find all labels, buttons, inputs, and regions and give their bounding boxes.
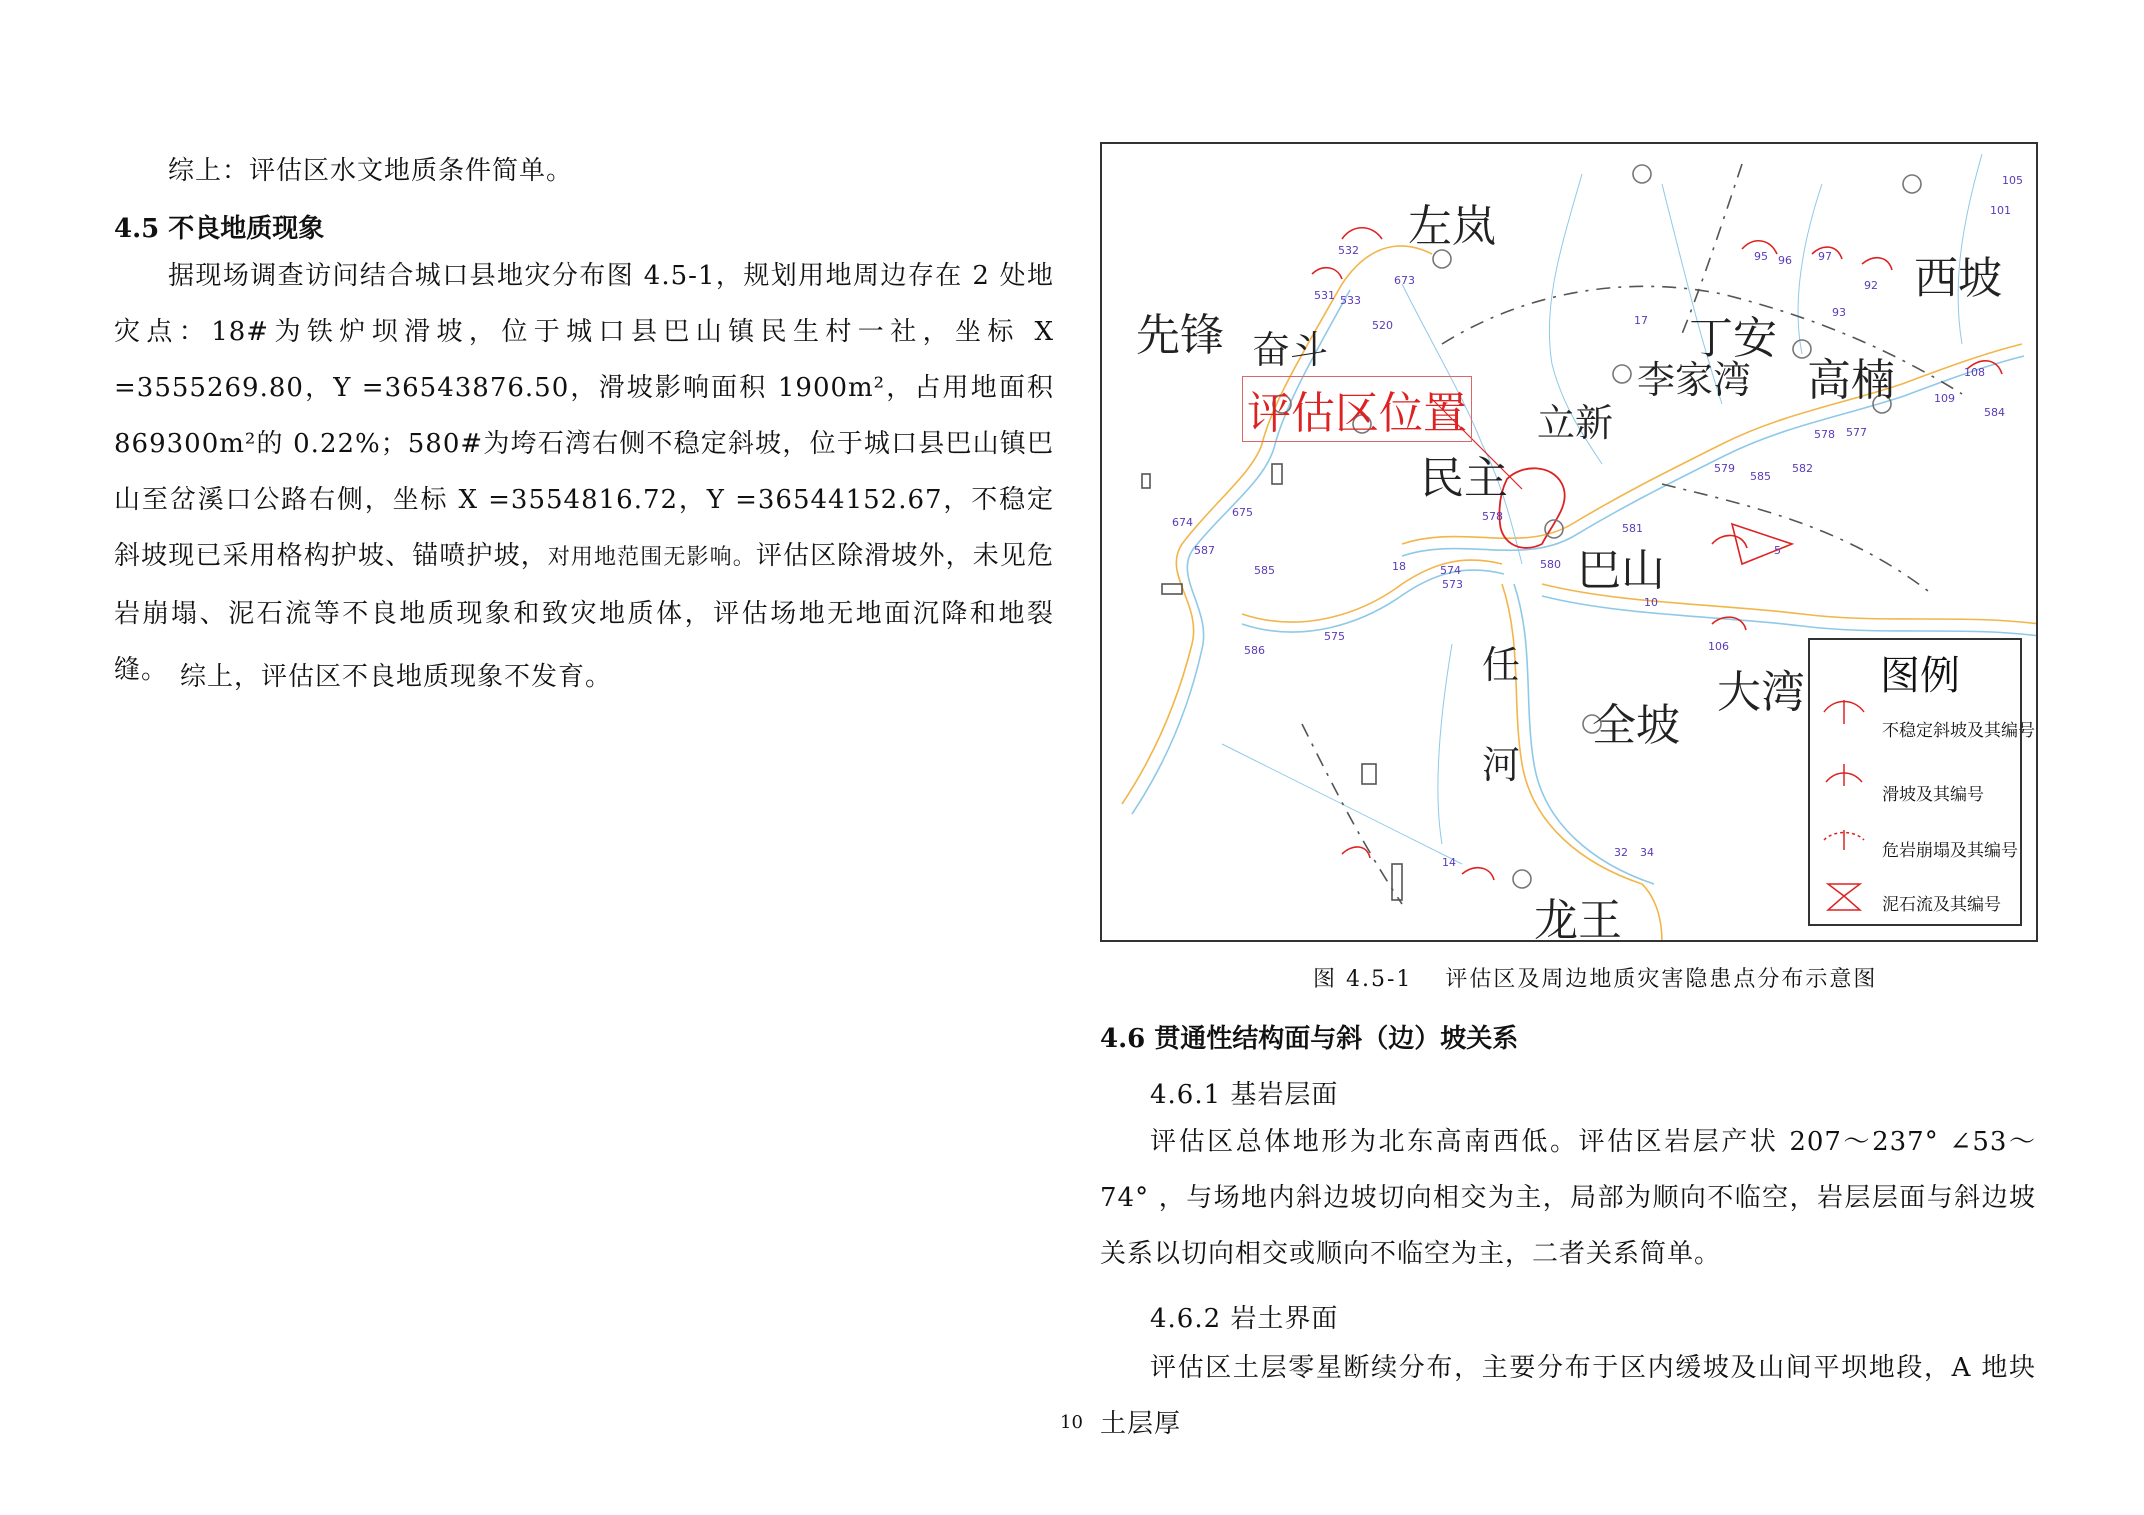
hazard-number: 582 [1792,462,1813,475]
place-label: 立新 [1537,401,1614,445]
paragraph-4-6-2: 评估区土层零星断续分布，主要分布于区内缓坡及山间平坝地段，A 地块土层厚 [1100,1353,2036,1439]
hazard-number: 531 [1314,289,1335,302]
hazard-number: 96 [1778,254,1792,267]
hazard-number: 580 [1540,558,1561,571]
hazard-number: 95 [1754,250,1768,263]
hazard-number: 34 [1640,846,1654,859]
hazard-number: 675 [1232,506,1253,519]
figure-caption: 图 4.5-1 评估区及周边地质灾害隐患点分布示意图 [1313,967,1878,992]
place-label: 任 [1482,643,1521,687]
hazard-number: 585 [1750,470,1771,483]
hazard-number: 532 [1338,244,1359,257]
hazard-number: 108 [1964,366,1985,379]
section-4-6-title: 4.6 贯通性结构面与斜（边）坡关系 [1100,1024,1519,1054]
sec45-text-small: 对用地范围无影响。 [547,545,756,570]
place-label: 全坡 [1592,700,1680,751]
place-label: 丁安 [1689,313,1777,364]
legend-item-debris-flow: 泥石流及其编号 [1882,895,2001,915]
subsection-4-6-2: 4.6.2 岩土界面 [1150,1304,1339,1334]
hazard-number: 586 [1244,644,1265,657]
place-label: 李家湾 [1637,358,1752,402]
place-label: 大湾 [1717,667,1805,718]
section-4-5-title: 4.5 不良地质现象 [114,214,325,244]
hazard-number: 109 [1934,392,1955,405]
hazard-number: 579 [1714,462,1735,475]
paragraph-4-6-1: 评估区总体地形为北东高南西低。评估区岩层产状 207～237° ∠53～74° ，与场地内斜边坡切向相交为主，局部为顺向不临空，岩层层面与斜边坡关系以切向相交或顺向不临空为主，二者关系简单。 [1100,1127,2036,1269]
sec45-text: 据现场调查访问结合城口县地灾分布图 4.5-1，规划用地周边存在 2 处地灾点：18#为铁炉坝滑坡，位于城口县巴山镇民生村一社，坐标 X =3555269.80，Y =36543876.50，滑坡影响面积 1900m²，占用地面积 869300m²的 0.22%；580#为垮石湾右侧不稳定斜坡，位于城口县巴山镇巴山至岔溪口公路右侧，坐标 X =3554816.72，Y =36544152.67，不稳定斜坡现已采用格构护坡、锚喷护坡， [114,261,1054,571]
hazard-number: 587 [1194,544,1215,557]
place-label: 高楠 [1807,355,1895,406]
legend-item-rockfall: 危岩崩塌及其编号 [1882,841,2018,861]
page-number: 10 [1060,1412,1083,1433]
hazard-number: 673 [1394,274,1415,287]
section-4-5-paragraph [114,248,1054,698]
hazard-number: 32 [1614,846,1628,859]
legend-item-unstable-slope: 不稳定斜坡及其编号 [1882,721,2035,741]
place-label: 先锋 [1136,310,1224,361]
sec45-text-end: 评估区除滑坡外，未见危岩崩塌、泥石流等不良地质现象和致灾地质体，评估场地无地面沉降和地裂缝。 [114,541,1054,685]
place-label: 龙王 [1534,895,1622,942]
hazard-number: 101 [1990,204,2011,217]
legend-title: 图例 [1880,653,1960,699]
legend-symbols [1814,640,1874,924]
legend-item-landslide: 滑坡及其编号 [1882,785,1984,805]
hazard-number: 105 [2002,174,2023,187]
place-label: 河 [1482,743,1521,787]
hazard-number: 577 [1846,426,1867,439]
hazard-number: 93 [1832,306,1846,319]
hazard-number: 584 [1984,406,2005,419]
place-label: 西坡 [1914,253,2002,304]
hazard-number: 14 [1442,856,1456,869]
place-label: 民主 [1420,453,1508,504]
hazard-number: 581 [1622,522,1643,535]
place-label: 奋斗 [1252,328,1329,372]
place-label: 巴山 [1577,545,1665,596]
assessment-area-label: 评估区位置 [1242,376,1472,442]
hazard-number: 578 [1814,428,1835,441]
hazard-number: 17 [1634,314,1648,327]
summary-geo: 综上，评估区不良地质现象不发育。 [180,662,613,692]
hazard-number: 520 [1372,319,1393,332]
hazard-number: 674 [1172,516,1193,529]
hazard-number: 575 [1324,630,1345,643]
hazard-number: 18 [1392,560,1406,573]
hazard-number: 578 [1482,510,1503,523]
hazard-number: 573 [1442,578,1463,591]
subsection-4-6-1: 4.6.1 基岩层面 [1150,1080,1339,1110]
geohazard-map [1100,142,2038,942]
hazard-number: 97 [1818,250,1832,263]
hazard-number: 574 [1440,564,1461,577]
summary-water: 综上：评估区水文地质条件简单。 [168,156,574,186]
hazard-number: 585 [1254,564,1275,577]
map-legend [1808,638,2035,926]
hazard-number: 533 [1340,294,1361,307]
hazard-number: 106 [1708,640,1729,653]
hazard-number: 92 [1864,279,1878,292]
hazard-number: 10 [1644,596,1658,609]
hazard-number: 5 [1774,544,1781,557]
place-label: 左岚 [1408,201,1496,252]
